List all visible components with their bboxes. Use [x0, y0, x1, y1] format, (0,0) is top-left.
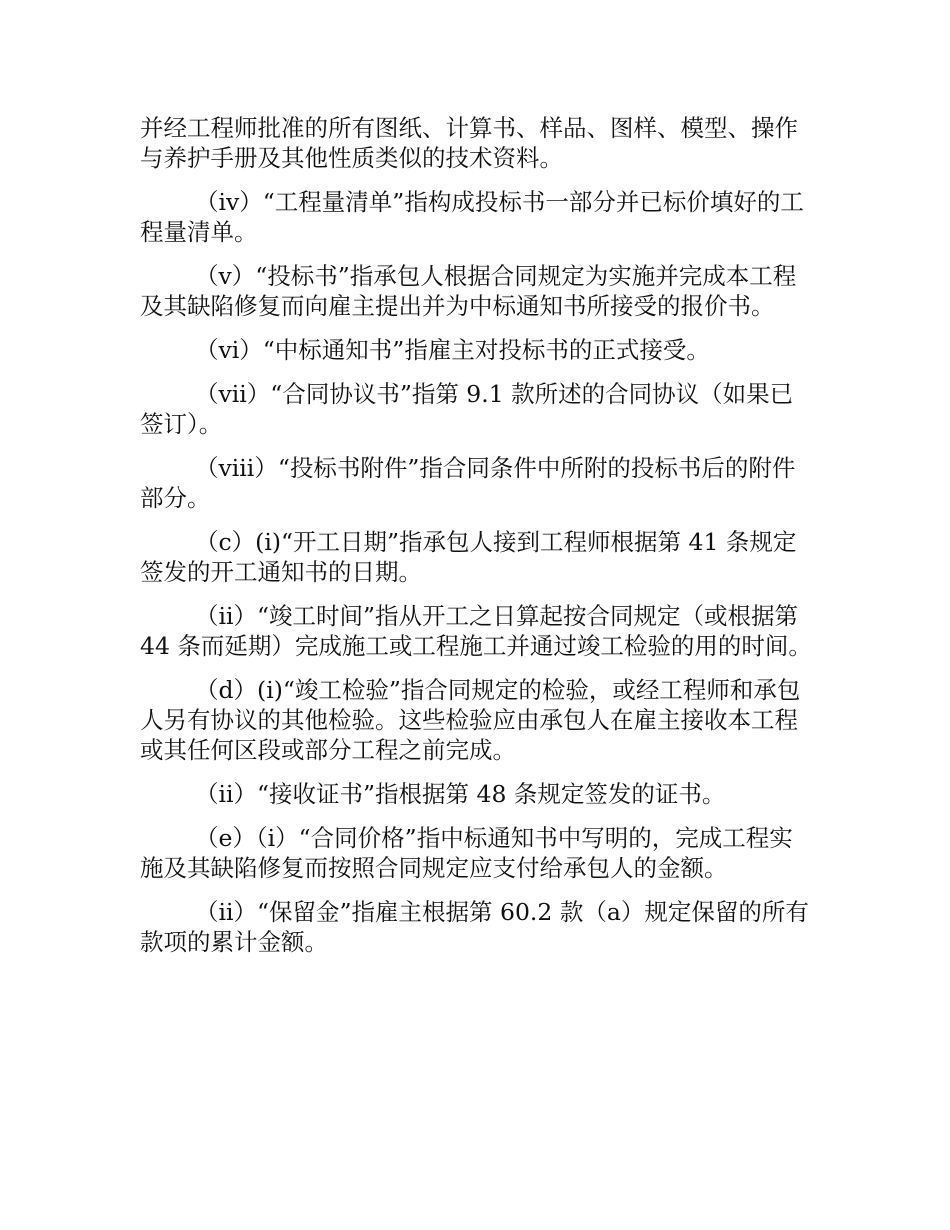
paragraph-time-for-completion: （ii）“竣工时间”指从开工之日算起按合同规定（或根据第 44 条而延期）完成施工或工程施工并通过竣工检验的用的时间。 — [140, 602, 812, 660]
paragraph-contract-agreement: （vii）“合同协议书”指第 9.1 款所述的合同协议（如果已签订）。 — [140, 380, 794, 438]
document-body — [140, 113, 815, 971]
paragraph-letter-of-acceptance: （vi）“中标通知书”指雇主对投标书的正式接受。 — [195, 336, 710, 364]
paragraph-contract-price: （e）（i）“合同价格”指中标通知书中写明的，完成工程实施及其缺陷修复而按照合同规定应支付给承包人的金额。 — [140, 824, 793, 882]
paragraph-retention-money: （ii）“保留金”指雇主根据第 60.2 款（a）规定保留的所有款项的累计金额。 — [140, 898, 809, 956]
paragraph-tender: （v）“投标书”指承包人根据合同规定为实施并完成本工程及其缺陷修复而向雇主提出并为中标通知书所接受的报价书。 — [140, 262, 797, 320]
paragraph-commencement-date: （c）(i)“开工日期”指承包人接到工程师根据第 41 条规定签发的开工通知书的日期。 — [140, 528, 797, 586]
paragraph-bill-of-quantities: （iv）“工程量清单”指构成投标书一部分并已标价填好的工程量清单。 — [140, 188, 804, 246]
paragraph-taking-over-certificate: （ii）“接收证书”指根据第 48 条规定签发的证书。 — [195, 780, 726, 808]
paragraph-tests-on-completion: （d）(i)“竣工检验”指合同规定的检验，或经工程师和承包人另有协议的其他检验。这些检验应由承包人在雇主接收本工程或其任何区段或部分工程之前完成。 — [140, 676, 801, 764]
paragraph-continuation: 并经工程师批准的所有图纸、计算书、样品、图样、模型、操作与养护手册及其他性质类似的技术资料。 — [140, 114, 798, 172]
paragraph-appendix-to-tender: （viii）“投标书附件”指合同条件中所附的投标书后的附件部分。 — [140, 454, 796, 512]
